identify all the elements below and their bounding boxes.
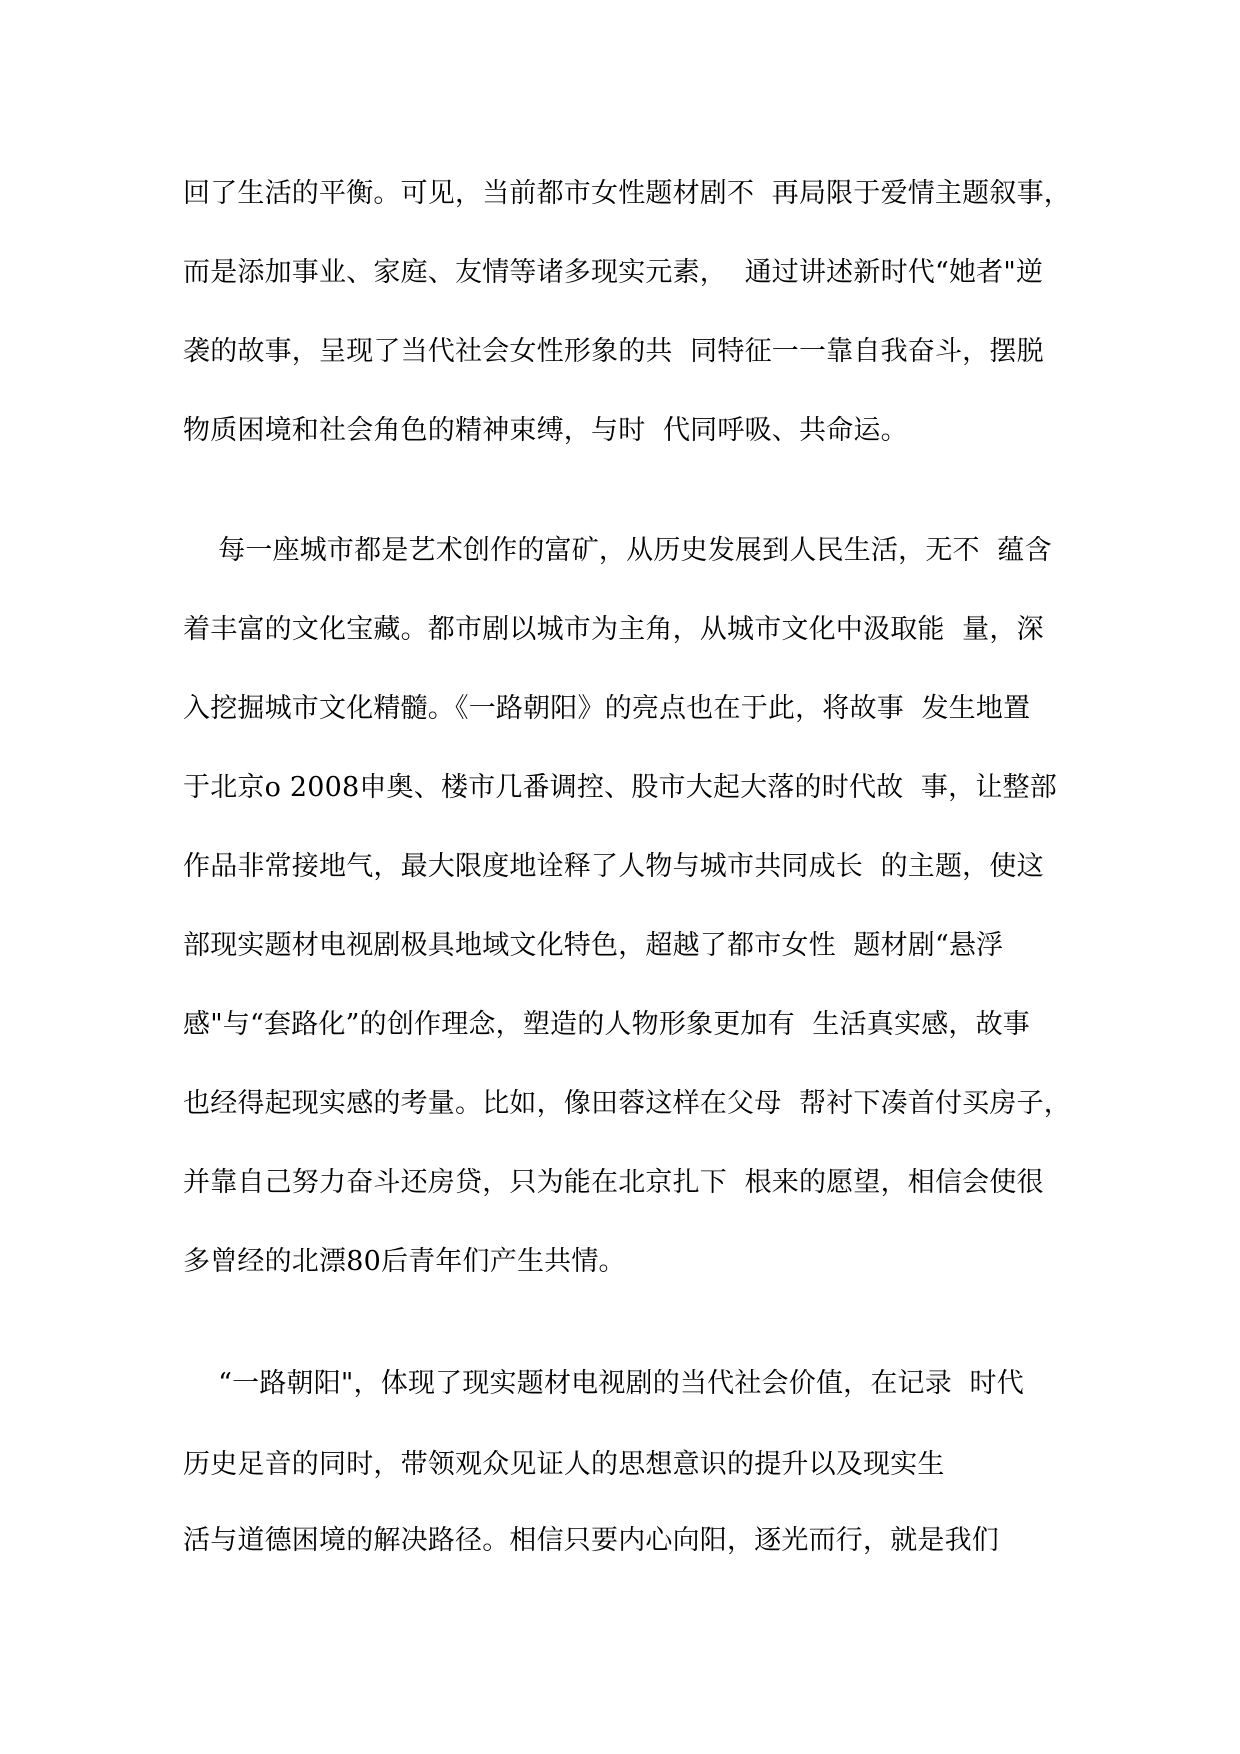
- text-line: 于北京o 2008申奥、楼市几番调控、股市大起大落的时代故 事，让整部: [183, 772, 1057, 803]
- text-line: 回了生活的平衡。可见，当前都市女性题材剧不 再局限于爱情主题叙事，: [183, 178, 1071, 209]
- text-line: 多曾经的北漂80后青年们产生共情。: [183, 1246, 626, 1277]
- text-line: 袭的故事，呈现了当代社会女性形象的共 同特征一一靠自我奋斗，摆脱: [183, 336, 1044, 367]
- text-line: 每一座城市都是艺术创作的富矿，从历史发展到人民生活，无不 蕴含: [183, 535, 1052, 566]
- text-line: 并靠自己努力奋斗还房贷，只为能在北京扎下 根来的愿望，相信会使很: [183, 1167, 1044, 1198]
- text-line: 感"与“套路化”的创作理念，塑造的人物形象更加有 生活真实感，故事: [183, 1009, 1030, 1040]
- text-line: 作品非常接地气，最大限度地诠释了人物与城市共同成长 的主题，使这: [183, 851, 1044, 882]
- text-line: 而是添加事业、家庭、友情等诸多现实元素， 通过讲述新时代“她者"逆: [183, 257, 1044, 288]
- text-line: 部现实题材电视剧极具地域文化特色，超越了都市女性 题材剧“悬浮: [183, 930, 1004, 961]
- text-line: 入挖掘城市文化精髓。《一路朝阳》的亮点也在于此，将故事 发生地置: [183, 693, 1031, 724]
- text-line: 着丰富的文化宝藏。都市剧以城市为主角，从城市文化中汲取能 量，深: [183, 614, 1044, 645]
- text-line: “一路朝阳"，体现了现实题材电视剧的当代社会价值，在记录 时代: [183, 1368, 1024, 1399]
- text-line: 活与道德困境的解决路径。相信只要内心向阳，逐光而行，就是我们: [183, 1525, 999, 1556]
- text-line: 物质困境和社会角色的精神束缚，与时 代同呼吸、共命运。: [183, 415, 908, 446]
- text-line: 历史足音的同时，带领观众见证人的思想意识的提升以及现实生: [183, 1449, 945, 1480]
- text-line: 也经得起现实感的考量。比如，像田蓉这样在父母 帮衬下凑首付买房子，: [183, 1088, 1071, 1119]
